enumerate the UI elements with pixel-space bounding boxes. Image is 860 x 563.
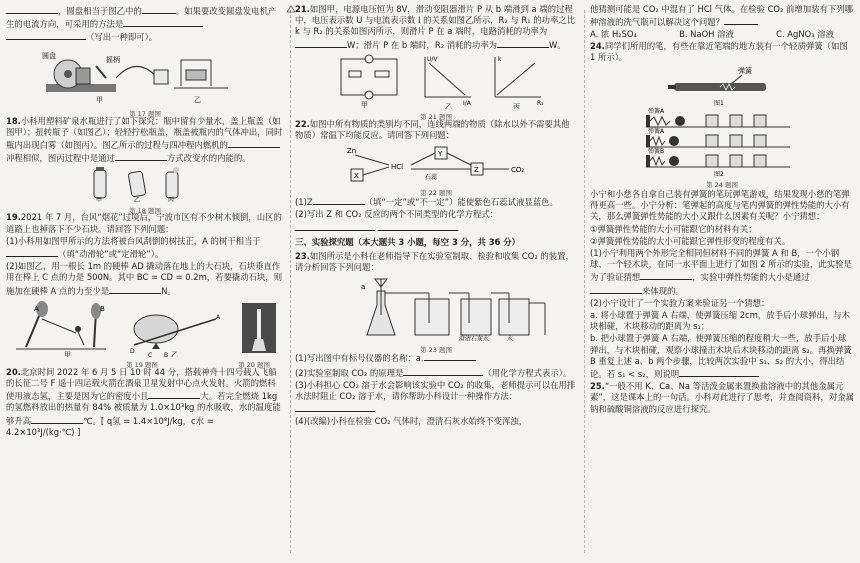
figure-17 [6, 46, 284, 118]
answer-blank[interactable] [6, 4, 58, 14]
figure-caption: 第 23 题图 [420, 345, 452, 354]
svg-text:图1: 图1 [714, 100, 724, 108]
figure-caption: 第 17 题图 [129, 109, 161, 118]
q19-text: 19.2021 年 7 月，台风“烟花”过境后，宁波市区有不少树木倾倒，山区的道路上也掉落下不少石块。请回答下列问题： [6, 212, 282, 234]
svg-text:Z: Z [474, 166, 479, 175]
figure-caption: 第 22 题图 [420, 189, 452, 198]
q20-text: 20.北京时间 2022 年 6 月 5 日 10 时 44 分，搭载神舟十四号载人飞船的长征二号 F 遥十四运载火箭在酒泉卫星发射中心点火发射。火箭的燃料使用液态氢，主要是因为它的密度小且 大。若完全燃烧 1kg 的氢燃料放出的热量有 84% 被质量为 1.0×10³kg 的水吸收，水的温度能够升高 ℃。[ q氢 = 1.4×10⁸J/kg，c水 = 4.2×10³J/(kg·℃) ] [6, 366, 281, 437]
q24-guess-2: ②弹簧弹性势能的大小可能跟它弹性形变的程度有关。 [590, 235, 791, 246]
circuit-and-graphs [295, 53, 577, 109]
option-c[interactable]: C. AgNO₃ 溶液 [776, 29, 834, 40]
svg-text:澄清石灰水: 澄清石灰水 [459, 336, 490, 342]
figure-24 [590, 65, 854, 190]
q18-text: 18.小科用塑料矿泉水瓶进行了如下探究：瓶中留有少量水，盖上瓶盖（如图甲）；扭转瓶子（如图乙）；轻轻拧松瓶盖，瓶盖被瓶内的气体冲出，同时瓶内出现白雾（如图丙）。图乙所示的过程与四冲程内燃机的冲程相似，图丙过程中是通过 方式改变水的内能的。 [6, 115, 283, 164]
disc-generator-illustration [6, 46, 284, 106]
figure-18 [6, 166, 284, 215]
svg-text:石蕊: 石蕊 [425, 174, 438, 182]
q24-step-b: b. 把小球置于弹簧 A 右端，使弹簧压缩的程度稍大一些，放手后小球弹出，与木块相碰，观察小球撞击木块后木块移动的距离 s₂。再换弹簧 B 重复上述 a、b 两个步骤，比较两次实验中 s₁、s₂ 的大小，得出结论。若 s₁ < s₂，则说明 [590, 333, 852, 380]
q19-part2: (2)如图乙，用一根长 1m 的硬棒 AD 撬动落在地上的大石块，石块垂直作用在棒上 C 点的力是 500N。其中 BC = CD = 0.2m，若要撬动石块，则施加在硬棒 A 点的力至少是 N。 [6, 261, 283, 296]
svg-text:弹簧A: 弹簧A [648, 108, 665, 116]
svg-text:甲: 甲 [96, 95, 103, 104]
svg-text:X: X [354, 172, 359, 181]
answer-blank[interactable] [295, 38, 347, 48]
svg-text:丙: 丙 [168, 197, 175, 203]
svg-text:a: a [361, 283, 366, 292]
svg-text:C: C [148, 351, 153, 357]
spring-pen-illustration [590, 65, 854, 177]
svg-text:k: k [498, 55, 502, 63]
q22-part2: (2)写出 Z 和 CO₂ 反应的两个不同类型的化学方程式： [295, 209, 577, 233]
svg-text:弹簧B: 弹簧B [648, 148, 665, 156]
column-right [590, 4, 854, 559]
section-heading: 三、实验探究题（本大题共 3 小题，每空 3 分，共 36 分） [295, 236, 521, 247]
svg-text:水: 水 [507, 336, 514, 342]
figure-caption: 第 24 题图 [706, 181, 738, 190]
svg-text:Zn: Zn [347, 147, 357, 156]
svg-text:摇柄: 摇柄 [106, 55, 120, 64]
svg-text:U/V: U/V [427, 55, 438, 63]
answer-blank[interactable] [31, 414, 83, 424]
figure-23 [295, 275, 577, 354]
q23-part3: (3)小科担心 CO₂ 溶于水会影响该实验中 CO₂ 的收集，老师提示可以在用排水法时阻止 CO₂ 溶于水，请你帮助小科设计一种操作方法： [295, 380, 577, 416]
answer-blank[interactable] [109, 284, 161, 294]
figure-caption: 第 20 题图 [238, 361, 270, 370]
svg-text:CO₂: CO₂ [511, 166, 525, 175]
svg-text:弹簧: 弹簧 [738, 67, 752, 76]
svg-text:甲: 甲 [64, 350, 71, 357]
answer-blank[interactable] [497, 38, 549, 48]
q22-part1: (1)Z （填“一定”或“不一定”）能使紫色石蕊试液显蓝色。 [295, 197, 558, 208]
figure-19-20 [6, 299, 284, 370]
answer-blank[interactable] [123, 17, 203, 27]
answer-blank[interactable] [6, 30, 86, 40]
q24-part1: (1)小宁利用两个外形完全相同但材料不同的弹簧 A 和 B，一个小钢球、一个轻木块，在同一水平面上进行了如图 2 所示的实验，此实验是为了验证猜想 ，实验中弹性势能的大小是通过来体现的。 [590, 248, 852, 296]
q23-part2: (2)实验室制取 CO₂ 的原理是 （用化学方程式表示）。 [295, 367, 572, 378]
answer-blank[interactable] [148, 389, 200, 399]
svg-text:A: A [34, 304, 39, 313]
column-middle [295, 4, 577, 559]
svg-text:丙: 丙 [513, 102, 520, 109]
figure-caption: 第 21 题图 [420, 113, 452, 122]
svg-text:弹簧A: 弹簧A [648, 128, 665, 136]
figure-21 [295, 53, 577, 122]
svg-text:HCl: HCl [391, 163, 404, 172]
answer-blank[interactable] [640, 270, 692, 280]
q19-part1: (1)小科用如图甲所示的方法将被台风刮倒的树扶正，A 的树干相当于（填“动滑轮”或“定滑轮”）。 [6, 235, 261, 260]
svg-text:圆盘: 圆盘 [42, 51, 56, 60]
q24-part2: (2)小宁设计了一个实验方案来验证另一个猜想： [590, 297, 770, 308]
answer-blank[interactable] [6, 247, 58, 257]
column-left [6, 4, 284, 559]
answer-blank[interactable] [142, 4, 176, 14]
svg-text:乙: 乙 [194, 95, 201, 104]
column-divider [584, 10, 585, 553]
q23-part4: (4)(改编)小科在检验 CO₂ 气体时，澄清石灰水始终不变浑浊， [295, 416, 528, 427]
answer-blank[interactable] [228, 138, 280, 148]
q23-part1: (1)写出图中有标号仪器的名称：a. [295, 351, 577, 364]
svg-text:甲: 甲 [361, 100, 368, 109]
q23-continued: 他猜测可能是 CO₂ 中混有了 HCl 气体。在检验 CO₂ 前增加装有下列哪种溶液的洗气瓶可以解决这个问题？ [590, 4, 854, 28]
q23-text: 23.如图所示是小科在老师指导下在实验室制取、检验和收集 CO₂ 的装置，请分析回答下列问题： [295, 251, 574, 273]
svg-text:I/A: I/A [463, 99, 471, 107]
answer-blank[interactable] [679, 367, 759, 377]
option-a[interactable]: A. 浓 H₂SO₄ [590, 29, 637, 40]
q22-text: 22.如图中所有物质的类别均不同，连线两端的物质（除水以外不需要其他物质）常温下均能反应。请回答下列问题： [295, 118, 570, 141]
option-b[interactable]: B. NaOH 溶液 [679, 29, 734, 40]
svg-text:Y: Y [438, 150, 443, 159]
q24-step-a: a. 将小球置于弹簧 A 右端，使弹簧压缩 2cm，放手后小球弹出，与木块相碰，木块移动的距离为 s₁； [590, 310, 851, 332]
co2-apparatus-illustration [295, 275, 577, 341]
figure-caption: 第 19 题图 [126, 361, 158, 370]
svg-text:甲: 甲 [96, 197, 103, 203]
column-divider [290, 10, 291, 553]
answer-blank[interactable] [115, 151, 167, 161]
q21-text: 21.如图甲，电源电压恒为 8V，滑动变阻器滑片 P 从 b 端滑到 a 端的过程中，电压表示数 U 与电流表示数 I 的关系如图乙所示，R₂ 与 R₁ 的功率之比 k 与 R₂ 的关系如图丙所示，则滑片 P 在 a 端时，电路消耗的功率为W；滑片 P 在 b 端时，R₂ 消耗的功率为 W。 [295, 4, 576, 50]
svg-text:A: A [216, 313, 221, 321]
water-bottle-illustration [6, 166, 284, 202]
answer-blank[interactable] [724, 15, 758, 25]
q24-text: 24.同学们所用的笔，有些在靠近笔端的地方装有一个轻质弹簧（如图 1 所示）。 [590, 40, 848, 62]
figure-caption: 第 18 题图 [129, 206, 161, 215]
lever-and-rocket-illustration [6, 299, 284, 357]
answer-blank[interactable] [590, 284, 642, 294]
q24-guess-1: ①弹簧弹性势能的大小可能跟它的材料有关； [590, 223, 757, 234]
q17-text: ，圆盘相当于图乙中的 。如果要改变圆盘发电机产生的电流方向，可采用的方法是 （写出一种即可）。 [6, 6, 277, 43]
q23-options [590, 29, 854, 40]
substance-reaction-diagram [295, 143, 577, 185]
svg-text:乙: 乙 [445, 102, 452, 109]
answer-blank[interactable] [403, 366, 483, 376]
answer-blank[interactable] [378, 221, 458, 231]
q24-paragraph: 小宁和小慈各自拿自己装有弹簧的笔玩弹笔游戏，结果发现小慈的笔弹得更高一些。小宁分析：笔弹起的高度与笔内弹簧的弹性势能的大小有关，那么弹簧弹性势能的大小又跟什么因素有关呢？小宁猜想： [590, 189, 850, 222]
svg-text:B: B [164, 351, 169, 357]
figure-22 [295, 143, 577, 198]
svg-text:乙: 乙 [134, 197, 141, 203]
svg-text:图2: 图2 [714, 171, 724, 178]
svg-text:B: B [100, 304, 105, 313]
q25-text: 25.“一般不用 K、Ca、Na 等活泼金属来置换盐溶液中的其他金属元素”，这是课本上的一句话。小科对此进行了思考，并查阅资料，对金属钠和硫酸铜溶液的反应进行探究。 [590, 381, 854, 414]
answer-blank[interactable] [295, 221, 375, 231]
svg-text:R₂: R₂ [537, 99, 544, 107]
svg-text:D: D [130, 347, 135, 355]
answer-blank[interactable] [295, 402, 375, 412]
svg-text:乙: 乙 [171, 350, 178, 357]
